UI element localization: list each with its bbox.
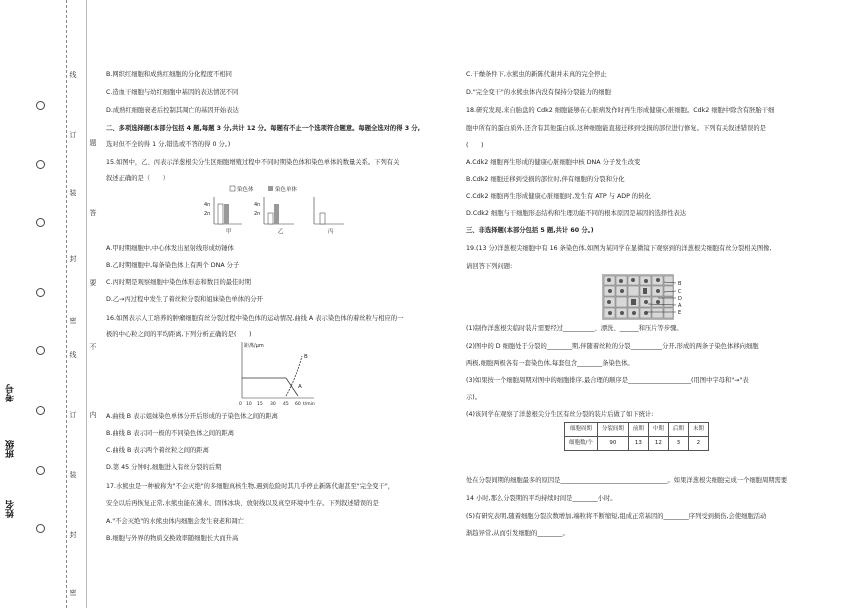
x-tick: 30	[270, 402, 276, 407]
q19-part4-answer-cont: 14 小时,那么分裂期的平均持续时间是________小时。	[466, 495, 617, 502]
q16-option-b: B.曲线 B 表示同一极的不同染色体之间的距离	[106, 430, 234, 437]
q19-part2-cont: 两极,细胞两极各有一套染色体,每套包含________条染色体。	[466, 360, 634, 367]
y-label-2n: 2n	[204, 211, 211, 217]
margin-char: 要	[89, 279, 97, 287]
section2-heading-cont: 选对但不全的得 1 分,错选或不答的得 0 分。)	[106, 141, 231, 148]
q15-stem-cont: 叙述正确的是（ ）	[106, 175, 169, 182]
q19-part4-answer: 处在分裂间期的细胞最多的原因是__________________________________。如果洋葱根尖细胞完成一个细胞周期需要	[466, 477, 788, 484]
table-cell: 2	[688, 437, 708, 451]
student-id-label: 考号	[6, 384, 16, 402]
q19-part5-cont: 渐趋异常,从而引发细胞的________。	[466, 530, 569, 537]
q18-bracket: ( )	[466, 142, 484, 149]
binding-hole-icon	[36, 466, 45, 475]
cell-count-table	[564, 422, 709, 451]
micro-label-e: E	[678, 310, 682, 316]
margin-char: 装	[69, 471, 77, 479]
q14-option-d: D.成熟红细胞衰老后控制其凋亡的基因开始表达	[106, 107, 239, 114]
class-label: 班级	[6, 440, 16, 458]
q18-stem: 18.研究发现,来自胎盘的 Cdk2 细胞能够在心脏病发作时再生形成健康心脏细胞。Cdk2 细胞中除含有胚胎干细	[466, 107, 775, 114]
curve-a	[242, 378, 298, 396]
table-header: 后期	[668, 423, 688, 437]
x-label-bing: 丙	[328, 229, 334, 235]
y-label-4n: 4n	[204, 202, 211, 208]
table-header: 中期	[648, 423, 668, 437]
q17-option-c: C.干燥条件下,水熊虫的新陈代谢并未真的完全停止	[466, 71, 607, 78]
q17-stem-cont: 安全以后再恢复正常,水熊虫能在沸水、固体冰块、放射线以及真空环境中生存。下列叙述错误的是	[106, 500, 379, 507]
margin-char: 订	[69, 131, 77, 139]
q18-option-d: D.Cdk2 细胞与干细胞形态结构和生理功能不同的根本原因是基因的选择性表达	[466, 210, 687, 217]
margin-char: 题	[89, 139, 97, 147]
q18-stem-cont: 胞中所有的蛋白质外,还含有其他蛋白质,这种细胞能直接迁移到受损的部位进行修复。下列有关叙述错误的是	[466, 125, 766, 132]
binding-hole-icon	[36, 218, 45, 227]
y-axis-label: 距离/μm	[244, 343, 264, 349]
margin-char: 线	[69, 71, 77, 79]
table-cell: 13	[628, 437, 648, 451]
table-header: 前期	[628, 423, 648, 437]
bar-jia-chromosome	[218, 204, 223, 224]
margin-char: 封	[69, 255, 77, 263]
x-tick: 10	[246, 402, 252, 407]
micro-label-b: B	[678, 281, 682, 287]
margin-char: 订	[69, 411, 77, 419]
margin-char: 封	[69, 531, 77, 539]
x-tick: 45	[283, 402, 289, 407]
table-cell: 细胞数/个	[565, 437, 598, 451]
q19-part2: (2)图中的 D 细胞处于分裂的________期,伴随着丝粒的分裂__________分开,形成的两条子染色体移向细胞	[466, 343, 759, 350]
margin-char: 密	[69, 317, 77, 325]
micro-label-d: D	[678, 296, 682, 302]
q18-option-a: A.Cdk2 细胞再生形成的健康心脏细胞中核 DNA 分子发生改变	[466, 159, 641, 166]
curve-b-label: B	[304, 354, 308, 360]
y-label-2n: 2n	[254, 211, 261, 217]
binding-hole-icon	[36, 288, 45, 297]
bar-yi-chromatid	[274, 204, 279, 224]
q16-stem: 16.如图表示人工培养的肿瘤细胞有丝分裂过程中染色体的运动情况,曲线 A 表示染色体的着丝粒与相应的一	[106, 315, 404, 322]
q17-option-d: D."完全变干"的水熊虫体内没有保持分裂能力的细胞	[466, 89, 611, 96]
table-header-row	[565, 423, 709, 437]
x-tick: 60	[295, 402, 301, 407]
x-tick: 15	[257, 402, 263, 407]
curve-a-label: A	[298, 384, 302, 390]
binding-hole-icon	[36, 524, 45, 533]
legend-chromosome: 染色体	[237, 187, 254, 193]
q19-stem-cont: 请回答下列问题:	[466, 263, 513, 270]
q15-option-c: C.丙时期是观察细胞中染色体形态和数目的最佳时期	[106, 279, 251, 286]
q19-part3: (3)如果按一个细胞周期对图中的细胞排序,最合理的顺序是____________________(用图中字母和"→"表	[466, 377, 749, 384]
q19-part3-cont: 示)。	[466, 394, 482, 401]
micro-label-a: A	[678, 303, 682, 309]
binding-hole-icon	[36, 406, 45, 415]
q19-part4: (4)该同学在观察了洋葱根尖分生区有丝分裂的装片后做了如下统计:	[466, 411, 654, 418]
q19-part5: (5)有研究表明,随着细胞分裂次数增加,端粒将不断缩短,组成正常基因的________序列受到损伤,会使细胞活动	[466, 513, 767, 520]
q16-stem-cont: 极的中心粒之间的平均距离,下列分析正确的是( )	[106, 331, 252, 338]
section3-heading: 三、非选择题(本部分包括 5 题,共计 60 分。)	[466, 227, 594, 234]
q15-bar-chart	[202, 184, 362, 236]
name-label: 姓名	[6, 500, 16, 518]
q19-part1: (1)制作洋葱根尖临时装片需要经过__________、漂洗、______和压片等步骤。	[466, 325, 683, 332]
margin-char: 装	[69, 189, 77, 197]
q18-option-c: C.Cdk2 细胞再生形成健康心脏细胞时,发生有 ATP 与 ADP 的转化	[466, 193, 651, 200]
micro-label-c: C	[678, 289, 682, 295]
q15-option-a: A.甲时期细胞中,中心体发出星射线形成纺锤体	[106, 245, 234, 252]
q16-option-c: C.曲线 B 表示两个着丝粒之间的距离	[106, 447, 209, 454]
binding-hole-icon	[36, 346, 45, 355]
q17-stem: 17.水熊虫是一种被称为"不会灭绝"的多细胞真核生物,遇到危险时其几乎停止新陈代谢甚至"完全变干"，	[106, 483, 395, 490]
x-axis-label: t/min	[303, 402, 315, 407]
margin-char: 线	[69, 351, 77, 359]
table-cell: 90	[597, 437, 628, 451]
q17-option-b: B.细胞与外界的物质交换效率随细胞长大而升高	[106, 535, 239, 542]
q14-option-b: B.网织红细胞和成熟红细胞的分化程度不相同	[106, 71, 232, 78]
q16-option-a: A.曲线 B 表示姐妹染色单体分开后形成的子染色体之间的距离	[106, 413, 278, 420]
table-cell: 3	[668, 437, 688, 451]
x-tick: 0	[239, 402, 242, 407]
binding-line	[86, 0, 87, 608]
table-header: 分裂间期	[597, 423, 628, 437]
margin-char: 密	[69, 589, 77, 597]
table-header: 末期	[688, 423, 708, 437]
section2-heading: 二、多项选择题(本部分包括 4 题,每题 3 分,共计 12 分。每题有不止一个选项符合题意。每题全选对的得 3 分,	[106, 125, 420, 132]
x-label-yi: 乙	[278, 229, 284, 235]
x-label-jia: 甲	[226, 229, 232, 235]
bar-yi-chromosome	[268, 213, 273, 224]
q15-option-d: D.乙→丙过程中发生了着丝粒分裂和姐妹染色单体的分开	[106, 296, 263, 303]
q19-stem: 19.(13 分)洋葱根尖细胞中有 16 条染色体,如图为某同学在显微镜下观察到的洋葱根尖细胞有丝分裂相关图像,	[466, 245, 772, 252]
legend-chromatid: 染色单体	[275, 187, 298, 193]
y-label-4n: 4n	[254, 202, 261, 208]
binding-hole-icon	[36, 160, 45, 169]
bar-jia-chromatid	[224, 204, 229, 224]
binding-hole-icon	[36, 101, 45, 110]
dashed-cut-line	[66, 0, 67, 608]
margin-char: 不	[89, 343, 97, 351]
margin-char: 答	[89, 209, 97, 217]
bar-bing-chromosome	[320, 213, 325, 224]
table-header: 细胞周期	[565, 423, 598, 437]
q18-option-b: B.Cdk2 细胞迁移到受损的部位时,伴有细胞的分裂和分化	[466, 176, 625, 183]
legend-swatch-chromatid	[268, 186, 273, 191]
q16-line-chart	[226, 338, 322, 408]
microscope-image	[602, 274, 686, 320]
q15-stem: 15.如图中，乙、丙表示洋葱根尖分生区细胞增殖过程中不同时期染色体和染色单体的数量关系。下列有关	[106, 159, 400, 166]
table-cell: 12	[648, 437, 668, 451]
q15-option-b: B.乙时期细胞中,每条染色体上有两个 DNA 分子	[106, 262, 240, 269]
table-row	[565, 437, 709, 451]
legend-swatch-chromosome	[230, 186, 235, 191]
margin-char: 内	[89, 411, 97, 419]
q17-option-a: A."不会灭绝"的水熊虫体内细胞会发生衰老和凋亡	[106, 518, 244, 525]
binding-margin	[0, 0, 100, 608]
q16-option-d: D.第 45 分钟时,细胞进入有丝分裂的后期	[106, 464, 222, 471]
q14-option-c: C.造血干细胞与幼红细胞中基因的表达情况不同	[106, 89, 239, 96]
